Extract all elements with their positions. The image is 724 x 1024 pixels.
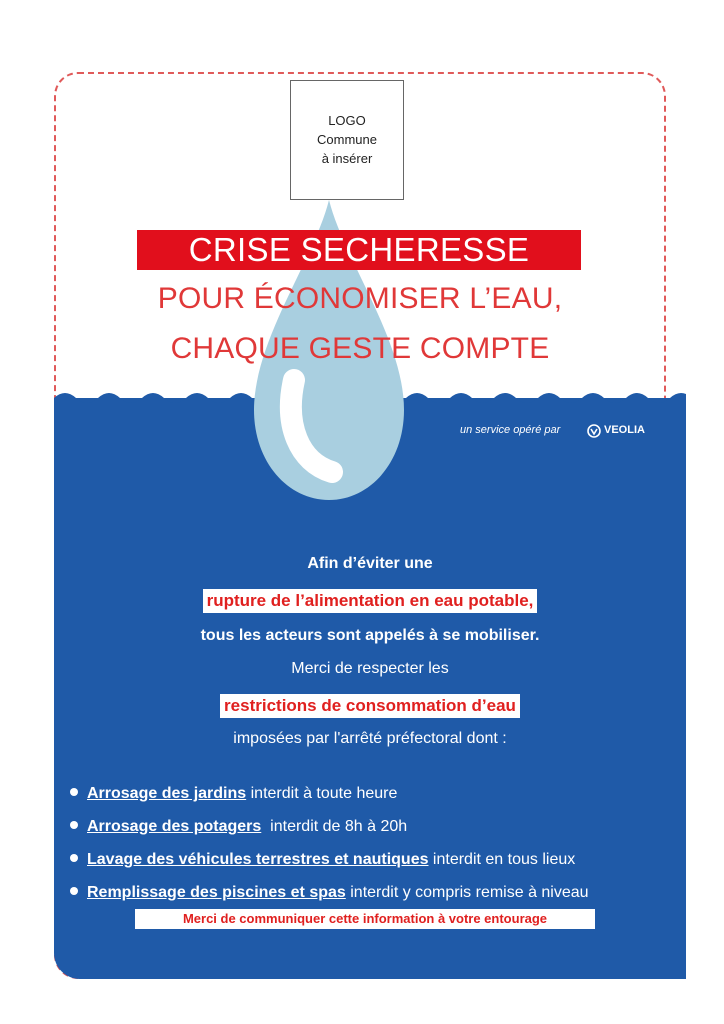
logo-placeholder — [290, 80, 404, 200]
logo-line-2: Commune — [317, 132, 377, 147]
list-item — [70, 884, 589, 902]
veolia-brand: VEOLIA — [604, 424, 645, 436]
body-line-4: Merci de respecter les — [291, 660, 449, 677]
subtitle-line-2: CHAQUE GESTE COMPTE — [170, 332, 550, 365]
restriction-key: Lavage des véhicules terrestres et nautiques — [87, 851, 429, 868]
list-item — [70, 851, 575, 869]
restriction-key: Remplissage des piscines et spas — [87, 884, 346, 901]
bullet-icon — [70, 887, 78, 895]
subtitle-line-1: POUR ÉCONOMISER L’EAU, — [157, 282, 563, 315]
list-item — [70, 818, 407, 836]
restriction-key: Arrosage des jardins — [87, 785, 247, 802]
restriction-detail: interdit de 8h à 20h — [261, 818, 408, 835]
page-title: CRISE SECHERESSE — [188, 231, 530, 268]
list-item — [70, 785, 397, 803]
bullet-icon — [70, 821, 78, 829]
bullet-icon — [70, 854, 78, 862]
body-line-6: imposées par l'arrêté préfectoral dont : — [233, 730, 507, 747]
body-line-1: Afin d’éviter une — [307, 555, 433, 572]
logo-line-1: LOGO — [328, 113, 366, 128]
bullet-icon — [70, 788, 78, 796]
restriction-detail: interdit y compris remise à niveau — [345, 884, 589, 901]
restriction-detail: interdit en tous lieux — [428, 851, 576, 868]
highlight-restrictions: restrictions de consommation d’eau — [220, 694, 520, 718]
body-highlight-1-row — [54, 589, 686, 613]
veolia-logo-icon — [587, 424, 601, 438]
body-line-3: tous les acteurs sont appelés à se mobiliser. — [200, 627, 540, 644]
highlight-rupture: rupture de l’alimentation en eau potable, — [203, 589, 538, 613]
restriction-detail: interdit à toute heure — [246, 785, 398, 802]
body-highlight-2-row — [54, 694, 686, 718]
service-operator-text: un service opéré par — [460, 424, 561, 436]
logo-line-3: à insérer — [321, 151, 373, 166]
restriction-key: Arrosage des potagers — [87, 818, 262, 835]
footer-note: Merci de communiquer cette information à votre entourage — [135, 909, 595, 929]
